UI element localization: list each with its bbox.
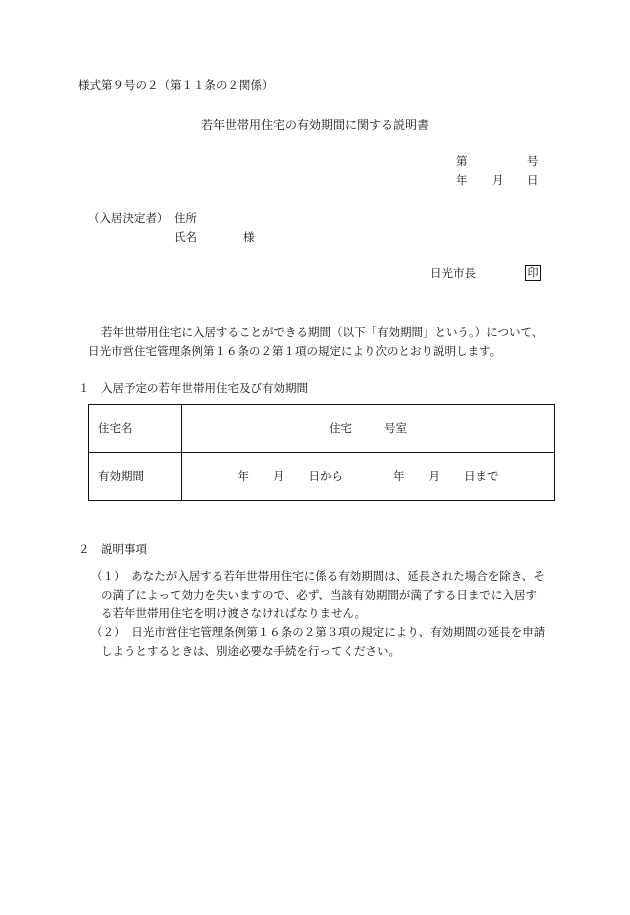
table-row-housing-name	[89, 405, 555, 453]
housing-period-table	[88, 404, 555, 501]
doc-number-suffix: 号	[527, 154, 539, 168]
seal-stamp-box: 印	[525, 265, 541, 281]
date-year-label: 年	[456, 173, 468, 187]
explanation-item-2-line-1: （２） 日光市営住宅管理条例第１６条の２第３項の規定により、有効期間の延長を申請	[91, 625, 546, 639]
recipient-role: （入居決定者）	[88, 211, 169, 225]
housing-name-value	[182, 405, 555, 453]
explanation-item-1-line-3: る若年世帯用住宅を明け渡さなければなりません。	[101, 606, 367, 620]
explanation-item-1-line-2: の満了によって効力を失いますので、必ず、当該有効期間が満了する日までに入居す	[101, 588, 537, 602]
body-paragraph-line-1: 若年世帯用住宅に入居することができる期間（以下「有効期間」という。）について、	[101, 325, 544, 339]
body-paragraph-line-2: 日光市営住宅管理条例第１６条の２第１項の規定により次のとおり説明します。	[88, 344, 502, 358]
period-to-year: 年	[393, 468, 405, 483]
form-number: 様式第９号の２（第１１条の２関係）	[78, 78, 274, 92]
period-from-month: 月	[273, 468, 285, 483]
section-2-heading: ２ 説明事項	[78, 542, 147, 556]
period-to-day: 日まで	[464, 468, 499, 483]
date-day-label: 日	[527, 173, 539, 187]
doc-number-prefix: 第	[456, 154, 468, 168]
document-title: 若年世帯用住宅の有効期間に関する説明書	[200, 118, 429, 132]
section-1-heading: １ 入居予定の若年世帯用住宅及び有効期間	[78, 381, 308, 395]
recipient-name-label: 氏名	[174, 230, 197, 244]
period-from-day: 日から	[308, 468, 343, 483]
period-to-month: 月	[428, 468, 440, 483]
validity-period-label: 有効期間	[89, 453, 182, 501]
housing-name-jutaku: 住宅	[329, 420, 352, 435]
recipient-address-label: 住所	[174, 211, 197, 225]
recipient-honorific: 様	[243, 230, 255, 244]
housing-name-goshitsu: 号室	[384, 420, 407, 435]
validity-period-value	[182, 453, 555, 501]
explanation-item-2-line-2: しようとするときは、別途必要な手続を行ってください。	[101, 644, 400, 658]
housing-name-label: 住宅名	[89, 405, 182, 453]
explanation-item-1-line-1: （１） あなたが入居する若年世帯用住宅に係る有効期間は、延長された場合を除き、そ	[91, 569, 545, 583]
date-month-label: 月	[492, 173, 504, 187]
issuer-title: 日光市長	[430, 266, 476, 280]
period-from-year: 年	[237, 468, 249, 483]
table-row-validity-period	[89, 453, 555, 501]
